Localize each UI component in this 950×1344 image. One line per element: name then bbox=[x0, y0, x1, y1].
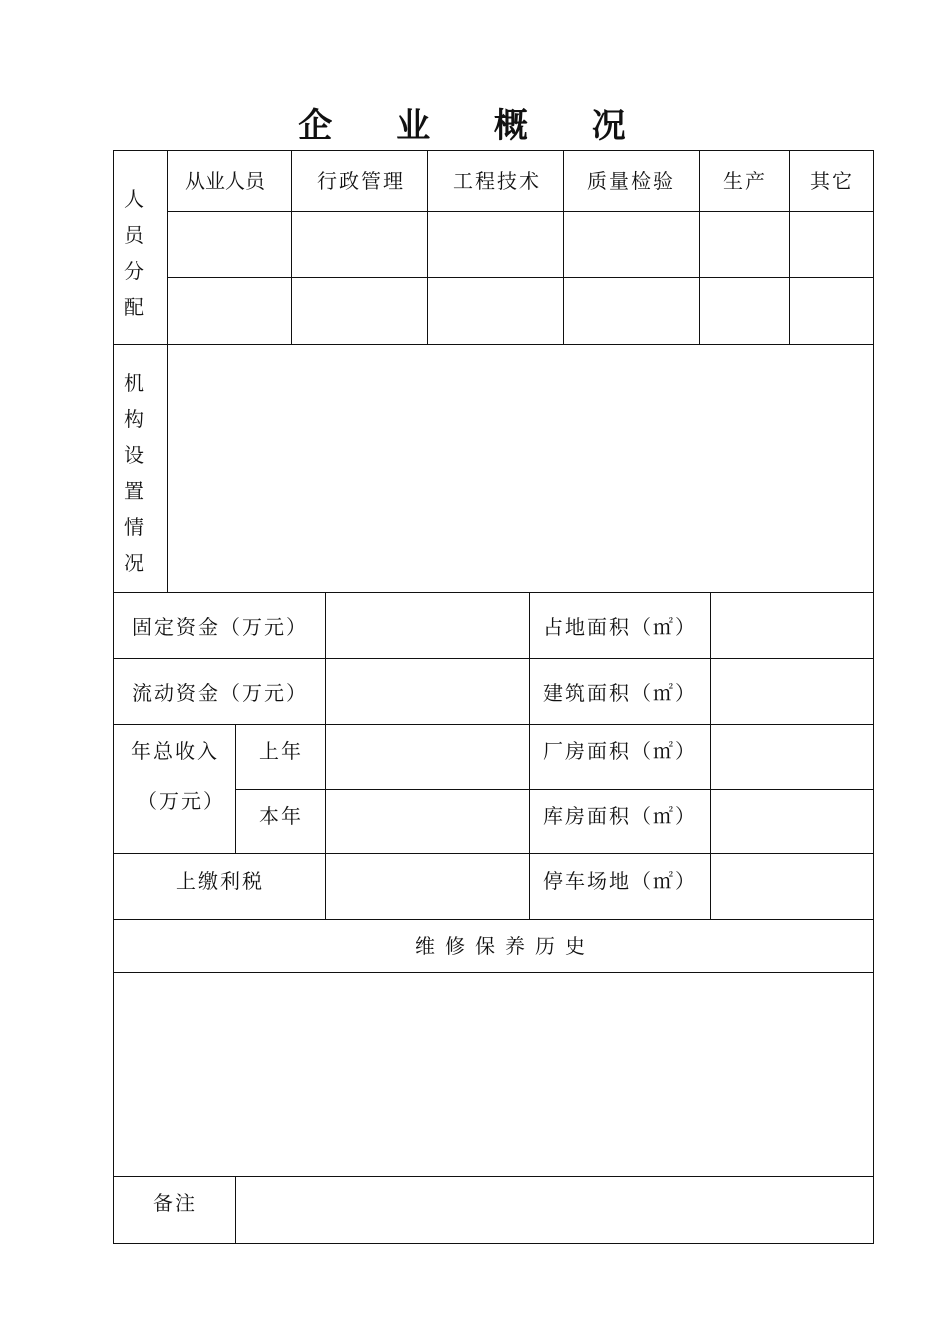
form-title: 企 业 概 况 bbox=[298, 106, 652, 146]
header-production: 生产 bbox=[723, 169, 767, 193]
staff-col-line-5 bbox=[789, 150, 790, 345]
warehouse-area-label: 库房面积（㎡） bbox=[543, 804, 697, 828]
header-employees: 从业人员 bbox=[185, 169, 265, 193]
fixed-capital-label: 固定资金（万元） bbox=[132, 615, 308, 639]
last-year-income-value-cell[interactable] bbox=[326, 725, 529, 789]
plant-area-value-cell[interactable] bbox=[711, 725, 873, 789]
enterprise-overview-form bbox=[113, 150, 874, 1244]
header-administration: 行政管理 bbox=[317, 169, 405, 193]
organization-label: 机构设置情况 bbox=[124, 371, 144, 575]
remarks-content-area[interactable] bbox=[236, 1177, 873, 1243]
remarks-label: 备注 bbox=[153, 1191, 197, 1215]
taxes-paid-label: 上缴利税 bbox=[176, 869, 264, 893]
last-year-label: 上年 bbox=[259, 739, 303, 763]
organization-content-area[interactable] bbox=[168, 345, 873, 592]
staff-col-line-1 bbox=[291, 150, 292, 345]
header-quality-inspection: 质量检验 bbox=[587, 169, 675, 193]
parking-area-value-cell[interactable] bbox=[711, 854, 873, 919]
staff-employees-cell-1[interactable] bbox=[168, 212, 291, 277]
this-year-label: 本年 bbox=[259, 804, 303, 828]
parking-area-label: 停车场地（㎡） bbox=[543, 869, 697, 893]
finance-section-bottom bbox=[113, 919, 874, 920]
building-area-value-cell[interactable] bbox=[711, 659, 873, 724]
this-year-income-value-cell[interactable] bbox=[326, 790, 529, 853]
finance-col-line-2 bbox=[529, 593, 530, 920]
staff-employees-cell-2[interactable] bbox=[168, 278, 291, 344]
header-engineering: 工程技术 bbox=[453, 169, 541, 193]
annual-income-label: 年总收入 bbox=[131, 739, 219, 763]
staff-section-label: 人员分配 bbox=[124, 187, 144, 319]
staff-col-line-3 bbox=[563, 150, 564, 345]
warehouse-area-value-cell[interactable] bbox=[711, 790, 873, 853]
maintenance-history-content-area[interactable] bbox=[114, 973, 873, 1176]
staff-col-line-2 bbox=[427, 150, 428, 345]
plant-area-label: 厂房面积（㎡） bbox=[543, 739, 697, 763]
staff-col-line-4 bbox=[699, 150, 700, 345]
border-bottom bbox=[113, 1243, 874, 1244]
maintenance-history-label: 维修保养历史 bbox=[415, 934, 595, 958]
header-other: 其它 bbox=[810, 169, 854, 193]
land-area-label: 占地面积（㎡） bbox=[543, 615, 697, 639]
fixed-capital-value-cell[interactable] bbox=[326, 593, 529, 658]
working-capital-label: 流动资金（万元） bbox=[132, 681, 308, 705]
building-area-label: 建筑面积（㎡） bbox=[543, 681, 697, 705]
annual-income-unit: （万元） bbox=[137, 789, 225, 813]
taxes-paid-value-cell[interactable] bbox=[326, 854, 529, 919]
income-subdivider bbox=[235, 724, 236, 854]
land-area-value-cell[interactable] bbox=[711, 593, 873, 658]
border-right bbox=[873, 150, 874, 1244]
working-capital-value-cell[interactable] bbox=[326, 659, 529, 724]
border-top bbox=[113, 150, 874, 151]
